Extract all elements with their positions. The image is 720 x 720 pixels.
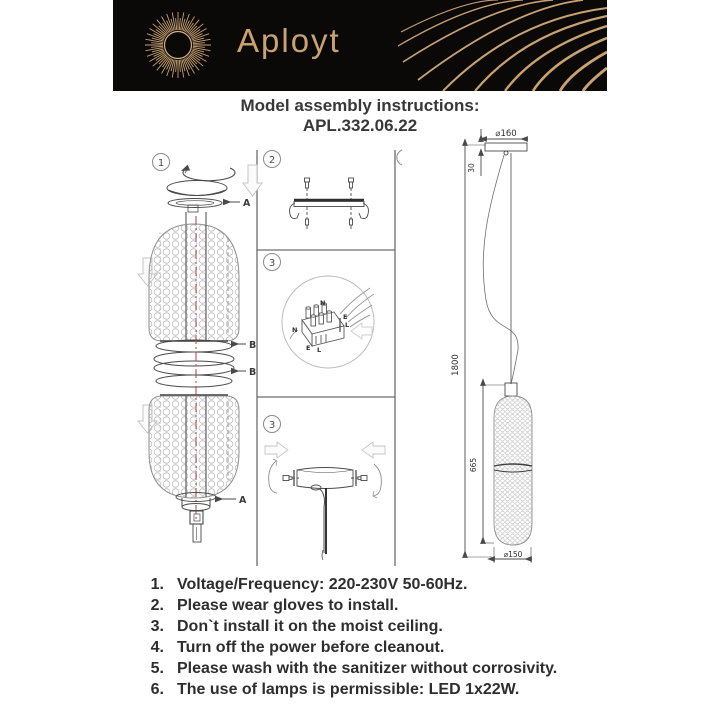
instruction-number: 3. bbox=[150, 618, 164, 635]
step-4-drawing bbox=[265, 442, 385, 560]
instruction-text: Please wash with the sanitizer without corrosivity. bbox=[177, 660, 558, 677]
step-2-drawing bbox=[290, 178, 369, 229]
label-b-top: B bbox=[249, 340, 257, 351]
wire-label-n-left: N bbox=[292, 326, 298, 334]
dim-total-height: 1800 bbox=[451, 354, 461, 376]
instruction-number: 4. bbox=[150, 639, 164, 656]
wire-label-l-right: L bbox=[345, 321, 350, 329]
instruction-item bbox=[140, 679, 610, 700]
page-title: Model assembly instructions: bbox=[240, 96, 480, 115]
wire-label-e-right: E bbox=[343, 313, 348, 321]
instruction-number: 1. bbox=[150, 576, 164, 593]
step-4-badge bbox=[264, 416, 281, 433]
svg-text:3: 3 bbox=[268, 258, 276, 269]
step-2-badge bbox=[264, 151, 281, 168]
wire-label-l-bottom: L bbox=[317, 346, 322, 354]
label-a-top: A bbox=[243, 198, 251, 209]
dim-shade-height: 665 bbox=[469, 457, 478, 473]
instruction-list bbox=[140, 574, 610, 700]
dim-top-diameter: ⌀160 bbox=[495, 129, 517, 139]
instruction-item bbox=[140, 595, 610, 616]
instruction-text: Turn off the power before cleanout. bbox=[177, 639, 445, 656]
instruction-text: The use of lamps is permissible: LED 1x22W. bbox=[177, 681, 520, 698]
dim-canopy-offset: 30 bbox=[467, 163, 476, 173]
brand-name: Aployt bbox=[237, 22, 341, 59]
instruction-item bbox=[140, 616, 610, 637]
step-3-wiring-drawing bbox=[282, 276, 374, 368]
step-1-labels bbox=[239, 198, 256, 506]
instruction-number: 5. bbox=[150, 660, 164, 677]
dimension-drawing bbox=[463, 129, 532, 563]
instruction-text: Voltage/Frequency: 220-230V 50-60Hz. bbox=[177, 576, 468, 593]
instruction-item bbox=[140, 637, 610, 658]
label-a-bottom: A bbox=[239, 495, 247, 506]
label-b-bottom: B bbox=[249, 367, 257, 378]
step-1-badge bbox=[153, 154, 170, 171]
instruction-number: 6. bbox=[150, 681, 164, 698]
svg-text:2: 2 bbox=[268, 155, 276, 166]
step-3-badge bbox=[264, 254, 281, 271]
step-1-drawing bbox=[138, 165, 262, 542]
instruction-text: Don`t install it on the moist ceiling. bbox=[177, 618, 443, 635]
instruction-item bbox=[140, 658, 610, 679]
svg-text:1: 1 bbox=[157, 158, 165, 169]
svg-text:3: 3 bbox=[268, 420, 276, 431]
wire-label-n-top: N bbox=[320, 299, 326, 307]
partial-badge bbox=[397, 150, 402, 165]
dim-bottom-diameter: ⌀150 bbox=[503, 550, 523, 559]
wire-label-e-bottom: E bbox=[306, 344, 311, 352]
instruction-text: Please wear gloves to install. bbox=[177, 597, 399, 614]
model-number: APL.332.06.22 bbox=[302, 116, 418, 135]
instruction-item bbox=[140, 574, 610, 595]
instruction-number: 2. bbox=[150, 597, 164, 614]
